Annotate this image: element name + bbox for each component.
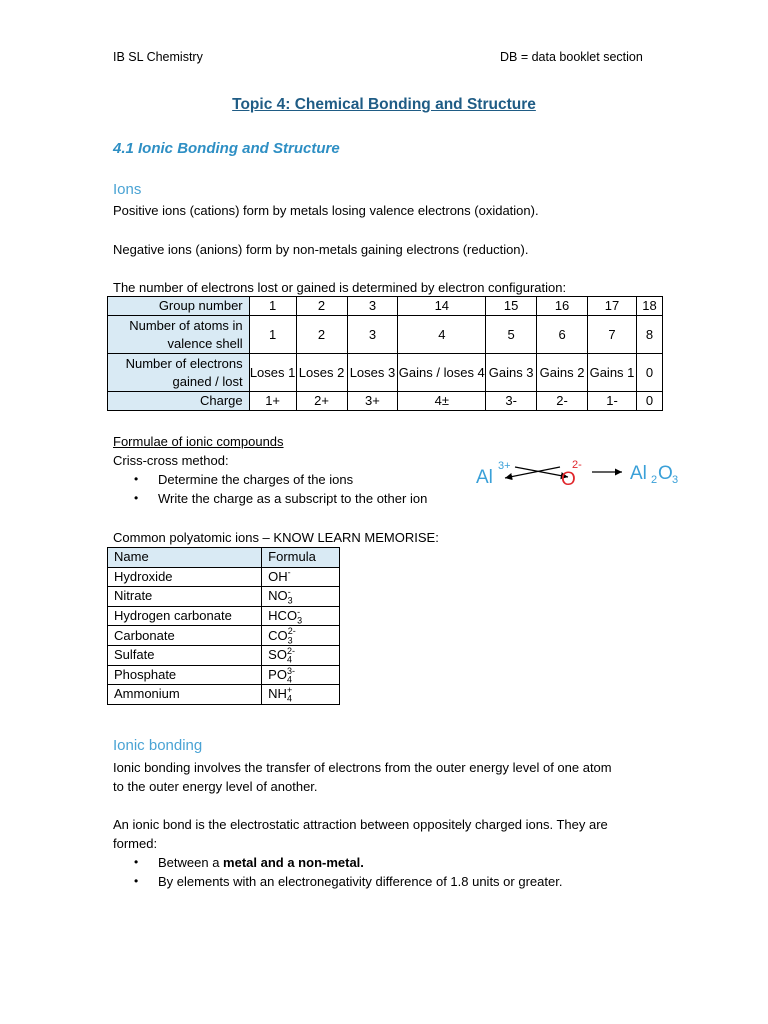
polyatomic-row xyxy=(108,685,340,705)
ionic-bonding-p1-line2: to the outer energy level of another. xyxy=(113,779,318,794)
formula-base: CO xyxy=(268,627,288,643)
group-table-row xyxy=(108,297,663,316)
section-subtitle: 4.1 Ionic Bonding and Structure xyxy=(113,140,340,157)
group-table-cell: Gains 2 xyxy=(537,354,588,392)
polyatomic-formula xyxy=(262,567,340,587)
polyatomic-header-row xyxy=(108,548,340,568)
group-table-cell: 6 xyxy=(537,316,588,354)
formula-subscript: 3 xyxy=(287,635,293,646)
group-table-cell: 0 xyxy=(636,354,662,392)
bullet-icon: • xyxy=(134,855,139,869)
polyatomic-name: Hydroxide xyxy=(108,567,262,587)
group-table-cell: 1- xyxy=(588,392,637,411)
group-table-cell: Loses 1 xyxy=(249,354,296,392)
group-table-cell: 3+ xyxy=(347,392,398,411)
polyatomic-intro: Common polyatomic ions – KNOW LEARN MEMORISE: xyxy=(113,530,439,545)
group-table-cell: 15 xyxy=(486,297,537,316)
formulae-bullet-1: Determine the charges of the ions xyxy=(158,472,354,487)
polyatomic-name: Hydrogen carbonate xyxy=(108,606,262,626)
product-sub-1: 2 xyxy=(651,474,658,486)
formula-base: PO xyxy=(268,666,287,682)
polyatomic-name: Carbonate xyxy=(108,626,262,646)
formula-subscript: 3 xyxy=(297,615,303,626)
formula-base: OH xyxy=(268,568,288,584)
group-table-cell: Gains 3 xyxy=(486,354,537,392)
crisscross-svg xyxy=(470,452,690,492)
group-table-row-label: Number of electrons gained / lost xyxy=(108,354,250,392)
ionic-bonding-p2-line2: formed: xyxy=(113,836,158,851)
group-table-cell: 2- xyxy=(537,392,588,411)
formula-subscript: 4 xyxy=(286,694,292,705)
polyatomic-header-formula: Formula xyxy=(262,548,340,568)
polyatomic-formula xyxy=(262,587,340,607)
formula-charge: 3- xyxy=(286,665,295,676)
group-table-cell: 18 xyxy=(636,297,662,316)
group-table-cell: 7 xyxy=(588,316,637,354)
formula-base: SO xyxy=(268,647,287,663)
group-table-row-label: Charge xyxy=(108,392,250,411)
polyatomic-formula xyxy=(262,606,340,626)
group-table-cell: 3 xyxy=(347,297,398,316)
formula-subscript: 4 xyxy=(286,674,292,685)
header-right: DB = data booklet section xyxy=(500,50,643,64)
group-table-cell: 1 xyxy=(249,297,296,316)
formula-subscript: 4 xyxy=(286,654,292,665)
group-table-cell: Gains / loses 4 xyxy=(398,354,486,392)
bullet-1-prefix: Between a xyxy=(158,855,224,870)
formula-base: NO xyxy=(268,588,288,604)
product-symbol-2: O xyxy=(658,463,673,484)
bullet-icon: • xyxy=(134,874,139,888)
formula-base: NH xyxy=(268,686,287,702)
polyatomic-row xyxy=(108,567,340,587)
bullet-icon: • xyxy=(134,491,139,505)
ionic-bonding-bullet-2: By elements with an electronegativity difference of 1.8 units or greater. xyxy=(158,874,563,889)
crisscross-arrow-1 xyxy=(505,467,560,478)
page-title: Topic 4: Chemical Bonding and Structure xyxy=(232,96,536,113)
polyatomic-header-name: Name xyxy=(108,548,262,568)
formulae-heading: Formulae of ionic compounds xyxy=(113,434,284,449)
header-left: IB SL Chemistry xyxy=(113,50,203,64)
group-table-cell: 17 xyxy=(588,297,637,316)
ions-heading: Ions xyxy=(113,181,142,198)
group-table-row-label: Number of atoms in valence shell xyxy=(108,316,250,354)
cation-charge: 3+ xyxy=(498,460,511,472)
polyatomic-row xyxy=(108,587,340,607)
formula-charge: 2- xyxy=(286,645,295,656)
group-table-cell: Loses 2 xyxy=(296,354,347,392)
group-table-cell: 0 xyxy=(636,392,662,411)
group-table-cell: 3- xyxy=(486,392,537,411)
ionic-bonding-bullet-1 xyxy=(158,853,364,872)
polyatomic-table xyxy=(107,547,340,705)
polyatomic-name: Phosphate xyxy=(108,665,262,685)
group-table-cell: 8 xyxy=(636,316,662,354)
polyatomic-formula xyxy=(262,685,340,705)
group-table-cell: 2 xyxy=(296,316,347,354)
group-table-cell: 3 xyxy=(347,316,398,354)
group-table xyxy=(107,296,663,411)
formula-base: HCO xyxy=(268,608,298,624)
group-table-cell: 14 xyxy=(398,297,486,316)
group-table-cell: 2 xyxy=(296,297,347,316)
ions-paragraph-1: Positive ions (cations) form by metals losing valence electrons (oxidation). xyxy=(113,203,539,218)
formulae-bullet-2: Write the charge as a subscript to the other ion xyxy=(158,491,428,506)
polyatomic-row xyxy=(108,645,340,665)
group-table-cell: Loses 3 xyxy=(347,354,398,392)
formula-subscript: 3 xyxy=(287,596,293,607)
bullet-1-bold: metal and a non-metal. xyxy=(223,855,364,870)
group-table-row xyxy=(108,392,663,411)
anion-symbol: O xyxy=(561,469,576,490)
ionic-bonding-p2-line1: An ionic bond is the electrostatic attraction between oppositely charged ions. They are xyxy=(113,817,608,832)
anion-charge: 2- xyxy=(572,459,582,471)
group-table-row-label: Group number xyxy=(108,297,250,316)
ionic-bonding-p1-line1: Ionic bonding involves the transfer of electrons from the outer energy level of one atom xyxy=(113,760,612,775)
polyatomic-name: Ammonium xyxy=(108,685,262,705)
product-symbol-1: Al xyxy=(630,463,647,484)
group-table-cell: 1 xyxy=(249,316,296,354)
polyatomic-name: Nitrate xyxy=(108,587,262,607)
formula-charge: - xyxy=(287,567,291,578)
polyatomic-formula xyxy=(262,626,340,646)
formula-charge: 2- xyxy=(287,626,296,637)
crisscross-method-label: Criss-cross method: xyxy=(113,453,229,468)
polyatomic-name: Sulfate xyxy=(108,645,262,665)
group-table-cell: 1+ xyxy=(249,392,296,411)
formula-charge: - xyxy=(287,587,291,598)
group-table-cell: 16 xyxy=(537,297,588,316)
polyatomic-row xyxy=(108,626,340,646)
group-table-cell: 5 xyxy=(486,316,537,354)
group-table-cell: Gains 1 xyxy=(588,354,637,392)
group-table-cell: 4± xyxy=(398,392,486,411)
ionic-bonding-heading: Ionic bonding xyxy=(113,737,203,754)
group-table-row xyxy=(108,316,663,354)
product-sub-2: 3 xyxy=(672,474,679,486)
cation-symbol: Al xyxy=(476,467,493,488)
group-table-row xyxy=(108,354,663,392)
polyatomic-row xyxy=(108,665,340,685)
polyatomic-formula xyxy=(262,645,340,665)
polyatomic-formula xyxy=(262,665,340,685)
group-table-cell: 2+ xyxy=(296,392,347,411)
polyatomic-row xyxy=(108,606,340,626)
group-table-cell: 4 xyxy=(398,316,486,354)
formula-charge: - xyxy=(297,606,301,617)
crisscross-diagram xyxy=(470,452,690,492)
ions-paragraph-3: The number of electrons lost or gained is determined by electron configuration: xyxy=(113,280,567,295)
bullet-icon: • xyxy=(134,472,139,486)
ions-paragraph-2: Negative ions (anions) form by non-metals gaining electrons (reduction). xyxy=(113,242,529,257)
formula-charge: + xyxy=(286,685,293,696)
